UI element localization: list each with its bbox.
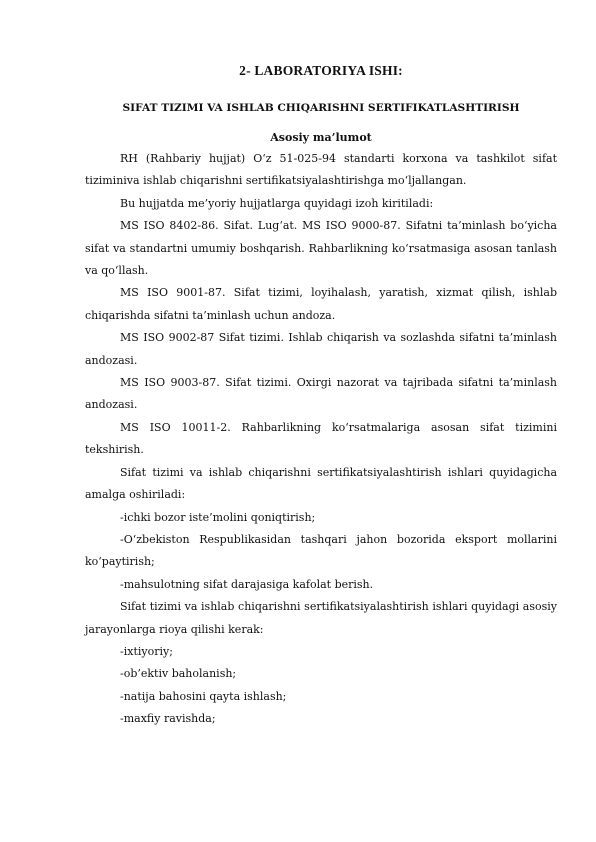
paragraph: MS ISO 8402-86. Sifat. Lug‘at. MS ISO 9000-87. Sifatni ta’minlash bo‘yicha sifat va standartni umumiy boshqarish. Rahbarlikning ko‘rsatmasiga asosan tanlash va qo‘llash. (85, 219, 557, 278)
paragraph: MS ISO 9003-87. Sifat tizimi. Oxirgi nazorat va tajribada sifatni ta’minlash andozasi. (85, 376, 557, 412)
paragraph: MS ISO 9001-87. Sifat tizimi, loyihalash, yaratish, xizmat qilish, ishlab chiqarishda sifatni ta’minlash uchun andoza. (85, 286, 557, 322)
section-subtitle: Asosiy ma’lumot (270, 131, 372, 144)
list-item: -ixtiyoriy; (120, 644, 173, 658)
list-item: -O‘zbekiston Respublikasidan tashqari jahon bozorida eksport mollarini ko‘paytirish; (85, 532, 557, 569)
document-page (85, 58, 557, 731)
list-item: -ichki bozor iste’molini qoniqtirish; (120, 510, 316, 524)
list-item: -mahsulotning sifat darajasiga kafolat berish. (120, 577, 374, 591)
paragraph: Sifat tizimi va ishlab chiqarishni sertifikatsiyalashtirish ishlari quyidagicha amalga oshiriladi: (85, 465, 557, 502)
lab-title: 2- LABORATORIYA ISHI: (239, 63, 403, 78)
paragraph: Sifat tizimi va ishlab chiqarishni sertifikatsiyalashtirish ishlari quyidagi asosiy jarayonlarga rioya qilishi kerak: (85, 600, 557, 636)
paragraph: MS ISO 10011-2. Rahbarlikning ko‘rsatmalariga asosan sifat tizimini tekshirish. (85, 420, 557, 457)
list-item: -maxfiy ravishda; (120, 712, 216, 726)
paragraph: MS ISO 9002-87 Sifat tizimi. Ishlab chiqarish va sozlashda sifatni ta’minlash andozasi. (85, 331, 557, 367)
list-item: -natija bahosini qayta ishlash; (120, 689, 287, 703)
list-item: -ob’ektiv baholanish; (120, 667, 237, 681)
document-body (85, 148, 557, 731)
paragraph: Bu hujjatda me’yoriy hujjatlarga quyidagi izoh kiritiladi: (120, 196, 434, 210)
paragraph: RH (Rahbariy hujjat) O‘z 51-025-94 standarti korxona va tashkilot sifat tiziminiva ishlab chiqarishni sertifikatsiyalashtirishga mo‘ljallangan. (85, 152, 557, 188)
main-title: SIFAT TIZIMI VA ISHLAB CHIQARISHNI SERTIFIKATLASHTIRISH (122, 102, 520, 114)
